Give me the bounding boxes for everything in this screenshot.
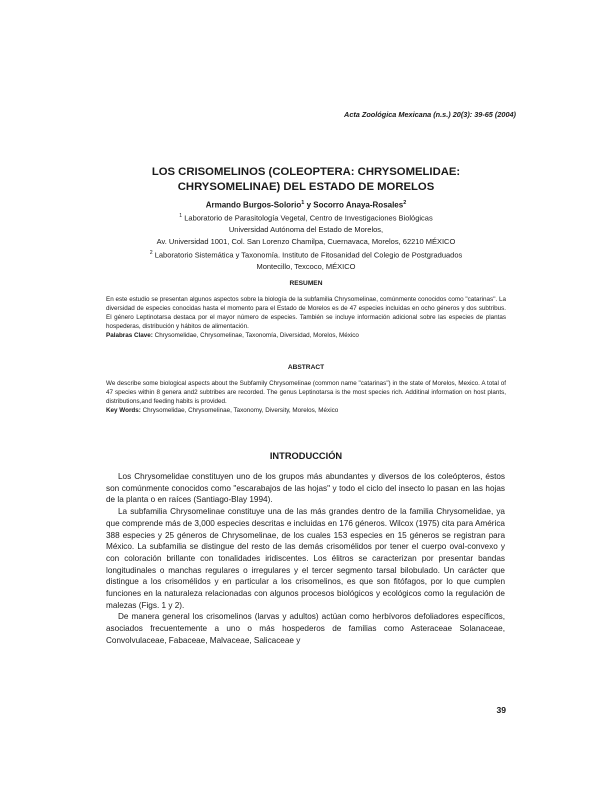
article-title	[80, 165, 532, 195]
abstract-keywords: Chrysomelidae, Chrysomelinae, Taxonomy, Diversity, Morelos, México	[140, 406, 339, 414]
page-number: 39	[496, 705, 506, 715]
author-2-affil-marker: 2	[403, 200, 407, 206]
author-1: Armando Burgos-Solorio	[205, 200, 302, 210]
title-line-1: LOS CRISOMELINOS (COLEOPTERA: CHRYSOMELIDAE:	[151, 166, 461, 178]
abstract-keywords-label: Key Words:	[106, 406, 141, 414]
title-line-2: CHRYSOMELINAE) DEL ESTADO DE MORELOS	[177, 181, 435, 193]
author-1-affil-marker: 1	[301, 200, 305, 206]
journal-reference: Acta Zoológica Mexicana (n.s.) 20(3): 39-65 (2004)	[344, 110, 516, 119]
intro-paragraph-1: Los Chrysomelidae constituyen uno de los grupos más abundantes y diversos de los coleópteros, éstos son comúnmente conocidos como "escarabajos de las hojas" y todo el ciclo del insecto lo pasan en las hojas de la planta o en raíces (Santiago-Blay 1994).	[106, 472, 505, 505]
abstract-heading: ABSTRACT	[287, 364, 325, 371]
affiliation-1-line-3: Av. Universidad 1001, Col. San Lorenzo Chamilpa, Cuernavaca, Morelos, 62210 MÉXICO	[156, 237, 456, 247]
affiliation-1-line-2: Universidad Autónoma del Estado de Morelos,	[228, 225, 384, 235]
resumen-block	[106, 296, 506, 341]
resumen-keywords: Chrysomelidae, Chrysomelinae, Taxonomía, Diversidad, Morelos, México	[152, 331, 359, 339]
intro-paragraph-2: La subfamilia Chrysomelinae constituye una de las más grandes dentro de la familia Chrysomelidae, ya que comprende más de 3,000 especies descritas e incluidas en 176 géneros. Wilcox (1975) cita para América 388 especies y 25 géneros de Chrysomelinae, de los cuales 153 especies en 15 géneros se registran para México. La subfamilia se distingue del resto de las demás crisomélidos por tener el cuerpo oval-convexo y con coloración brillante con tonalidades iridiscentes. Los élitros se caracterizan por presentar bandas longitudinales o manchas regulares o irregulares y el tercer segmento tarsal bilobulado. Un carácter que distingue a los crisomélidos y en particular a los crisomelinos, es que son fitófagos, por lo que cumplen funciones en la naturaleza relacionadas con algunos procesos biológicos y ecológicos como la regulación de malezas (Figs. 1 y 2).	[106, 507, 505, 610]
affiliation-2-line-2: Montecillo, Texcoco, MÉXICO	[256, 262, 356, 272]
abstract-block	[106, 380, 506, 416]
introduction-heading: INTRODUCCIÓN	[269, 451, 343, 461]
resumen-keywords-label: Palabras Clave:	[106, 331, 153, 339]
resumen-text: En este estudio se presentan algunos aspectos sobre la biología de la subfamilia Chrysomelinae, comúnmente conocidos como "catarinas". La diversidad de especies conocidas hasta el momento para el Estado de Morelos es de 47 especies incluidas en ocho géneros y dos subtribus. El género Leptinotarsa destaca por el mayor número de especies. También se incluye información adicional sobre las especies de plantas hospederas, distribución y hábitos de alimentación.	[106, 296, 506, 330]
abstract-text: We describe some biological aspects about the Subfamily Chrysomelinae (common name "catarinas") in the state of Morelos, Mexico. A total of 47 species within 8 genera and2 subtribes are recorded. The genus Leptinotarsa is the most species rich. Additinal information on host plants, distributions,and feeding habits is provided.	[106, 380, 506, 405]
affiliation-2-line-1	[80, 248, 532, 261]
author-line	[80, 200, 532, 210]
affiliation-1-line-1	[80, 211, 532, 224]
introduction-body	[106, 471, 505, 647]
affiliation-1-marker: 1	[179, 213, 183, 219]
author-2: Socorro Anaya-Rosales	[313, 200, 404, 210]
affiliation-2-text: Laboratorio Sistemática y Taxonomía. Instituto de Fitosanidad del Colegio de Postgraduados	[152, 250, 463, 260]
affiliations	[80, 211, 532, 273]
resumen-heading: RESUMEN	[289, 280, 323, 287]
intro-paragraph-3: De manera general los crisomelinos (larvas y adultos) actúan como herbívoros defoliadores específicos, asociados frecuentemente a uno o más hospederos de familias como Asteraceae Solanaceae, Convolvulaceae, Fabaceae, Malvaceae, Salicaceae y	[106, 612, 505, 645]
affiliation-2-marker: 2	[149, 249, 153, 256]
author-connector: y	[304, 200, 314, 210]
affiliation-1-text: Laboratorio de Parasitología Vegetal, Centro de Investigaciones Biológicas	[182, 213, 433, 223]
